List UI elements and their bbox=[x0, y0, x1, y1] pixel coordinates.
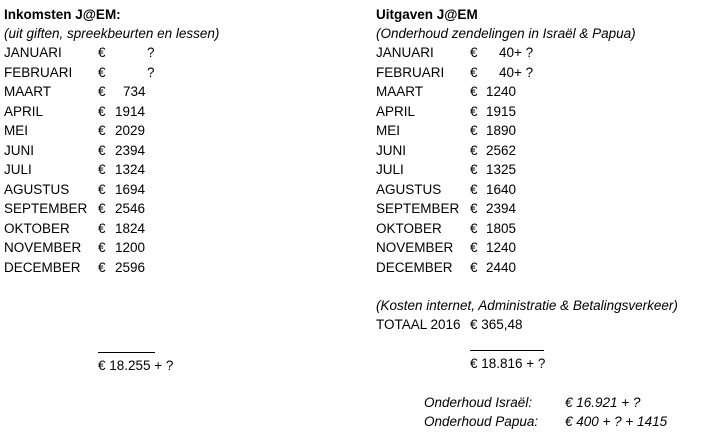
expenses-title: Uitgaven J@EM bbox=[376, 7, 478, 22]
amount-value: 2440 bbox=[486, 259, 517, 275]
currency-symbol: € bbox=[470, 162, 478, 177]
month-label: JULI bbox=[4, 162, 32, 177]
papua-value: € 400 + ? + 1415 bbox=[565, 414, 668, 429]
amount-value: 2394 bbox=[486, 201, 517, 216]
month-label: APRIL bbox=[376, 103, 416, 119]
month-label: FEBRUARI bbox=[376, 64, 445, 80]
currency-symbol: € bbox=[98, 220, 106, 236]
month-label: FEBRUARI bbox=[4, 64, 73, 80]
amount-value: 1240 bbox=[486, 84, 517, 99]
month-label: DECEMBER bbox=[376, 259, 453, 275]
income-total: € 18.255 + ? bbox=[98, 358, 174, 373]
currency-symbol: € bbox=[470, 64, 478, 80]
amount-value: 1694 bbox=[115, 181, 146, 197]
amount-value: 40+ ? bbox=[499, 64, 534, 80]
month-label: AGUSTUS bbox=[4, 181, 70, 197]
currency-symbol: € bbox=[98, 259, 106, 275]
month-label: JUNI bbox=[376, 142, 406, 158]
israel-value: € 16.921 + ? bbox=[565, 395, 641, 410]
amount-value: 2394 bbox=[115, 142, 146, 158]
currency-symbol: € bbox=[470, 240, 478, 255]
income-title: Inkomsten J@EM: bbox=[4, 7, 121, 22]
amount-value: 2596 bbox=[115, 259, 146, 275]
amount-value: 1325 bbox=[486, 162, 517, 177]
amount-value: 1915 bbox=[486, 103, 517, 119]
papua-label: Onderhoud Papua: bbox=[424, 414, 539, 429]
amount-value: ? bbox=[147, 64, 155, 80]
amount-value: 1324 bbox=[115, 162, 146, 177]
income-subtitle: (uit giften, spreekbeurten en lessen) bbox=[4, 26, 220, 41]
month-label: DECEMBER bbox=[4, 259, 81, 275]
month-label: OKTOBER bbox=[376, 220, 442, 236]
expenses-subtitle: (Onderhoud zendelingen in Israël & Papua) bbox=[376, 26, 636, 41]
currency-symbol: € bbox=[470, 201, 478, 216]
currency-symbol: € bbox=[98, 142, 106, 158]
currency-symbol: € bbox=[98, 240, 106, 255]
month-label: AGUSTUS bbox=[376, 181, 442, 197]
month-label: NOVEMBER bbox=[376, 240, 454, 255]
totaal-label: TOTAAL 2016 bbox=[376, 317, 461, 332]
expenses-total-rule bbox=[470, 350, 544, 351]
amount-value: 734 bbox=[123, 84, 146, 99]
amount-value: 1200 bbox=[115, 240, 146, 255]
currency-symbol: € bbox=[98, 103, 106, 119]
month-label: JULI bbox=[376, 162, 404, 177]
currency-symbol: € bbox=[470, 84, 478, 99]
month-label: MAART bbox=[4, 84, 52, 99]
month-label: JANUARI bbox=[376, 45, 434, 60]
costs-note: (Kosten internet, Administratie & Betalingsverkeer) bbox=[376, 298, 678, 313]
amount-value: 2029 bbox=[115, 123, 146, 138]
amount-value: 1805 bbox=[486, 220, 517, 236]
month-label: MEI bbox=[4, 123, 29, 138]
month-label: APRIL bbox=[4, 103, 44, 119]
totaal-value: € 365,48 bbox=[470, 317, 523, 332]
amount-value: 2562 bbox=[486, 142, 517, 158]
income-total-rule bbox=[98, 352, 155, 353]
expenses-total: € 18.816 + ? bbox=[470, 356, 546, 371]
month-label: NOVEMBER bbox=[4, 240, 82, 255]
currency-symbol: € bbox=[98, 162, 106, 177]
amount-value: 40+ ? bbox=[499, 45, 534, 60]
currency-symbol: € bbox=[470, 142, 478, 158]
currency-symbol: € bbox=[470, 181, 478, 197]
currency-symbol: € bbox=[98, 64, 106, 80]
amount-value: 1240 bbox=[486, 240, 517, 255]
israel-label: Onderhoud Israël: bbox=[424, 395, 533, 410]
amount-value: 1824 bbox=[115, 220, 146, 236]
currency-symbol: € bbox=[470, 220, 478, 236]
currency-symbol: € bbox=[98, 181, 106, 197]
month-label: MEI bbox=[376, 123, 401, 138]
currency-symbol: € bbox=[470, 123, 478, 138]
amount-value: ? bbox=[147, 45, 155, 60]
currency-symbol: € bbox=[98, 45, 106, 60]
month-label: JANUARI bbox=[4, 45, 62, 60]
amount-value: 1914 bbox=[115, 103, 146, 119]
currency-symbol: € bbox=[470, 103, 478, 119]
amount-value: 1640 bbox=[486, 181, 517, 197]
currency-symbol: € bbox=[98, 201, 106, 216]
currency-symbol: € bbox=[98, 123, 106, 138]
currency-symbol: € bbox=[98, 84, 106, 99]
amount-value: 1890 bbox=[486, 123, 517, 138]
month-label: MAART bbox=[376, 84, 424, 99]
month-label: JUNI bbox=[4, 142, 34, 158]
currency-symbol: € bbox=[470, 259, 478, 275]
currency-symbol: € bbox=[470, 45, 478, 60]
month-label: OKTOBER bbox=[4, 220, 70, 236]
amount-value: 2546 bbox=[115, 201, 146, 216]
month-label: SEPTEMBER bbox=[376, 201, 460, 216]
month-label: SEPTEMBER bbox=[4, 201, 88, 216]
